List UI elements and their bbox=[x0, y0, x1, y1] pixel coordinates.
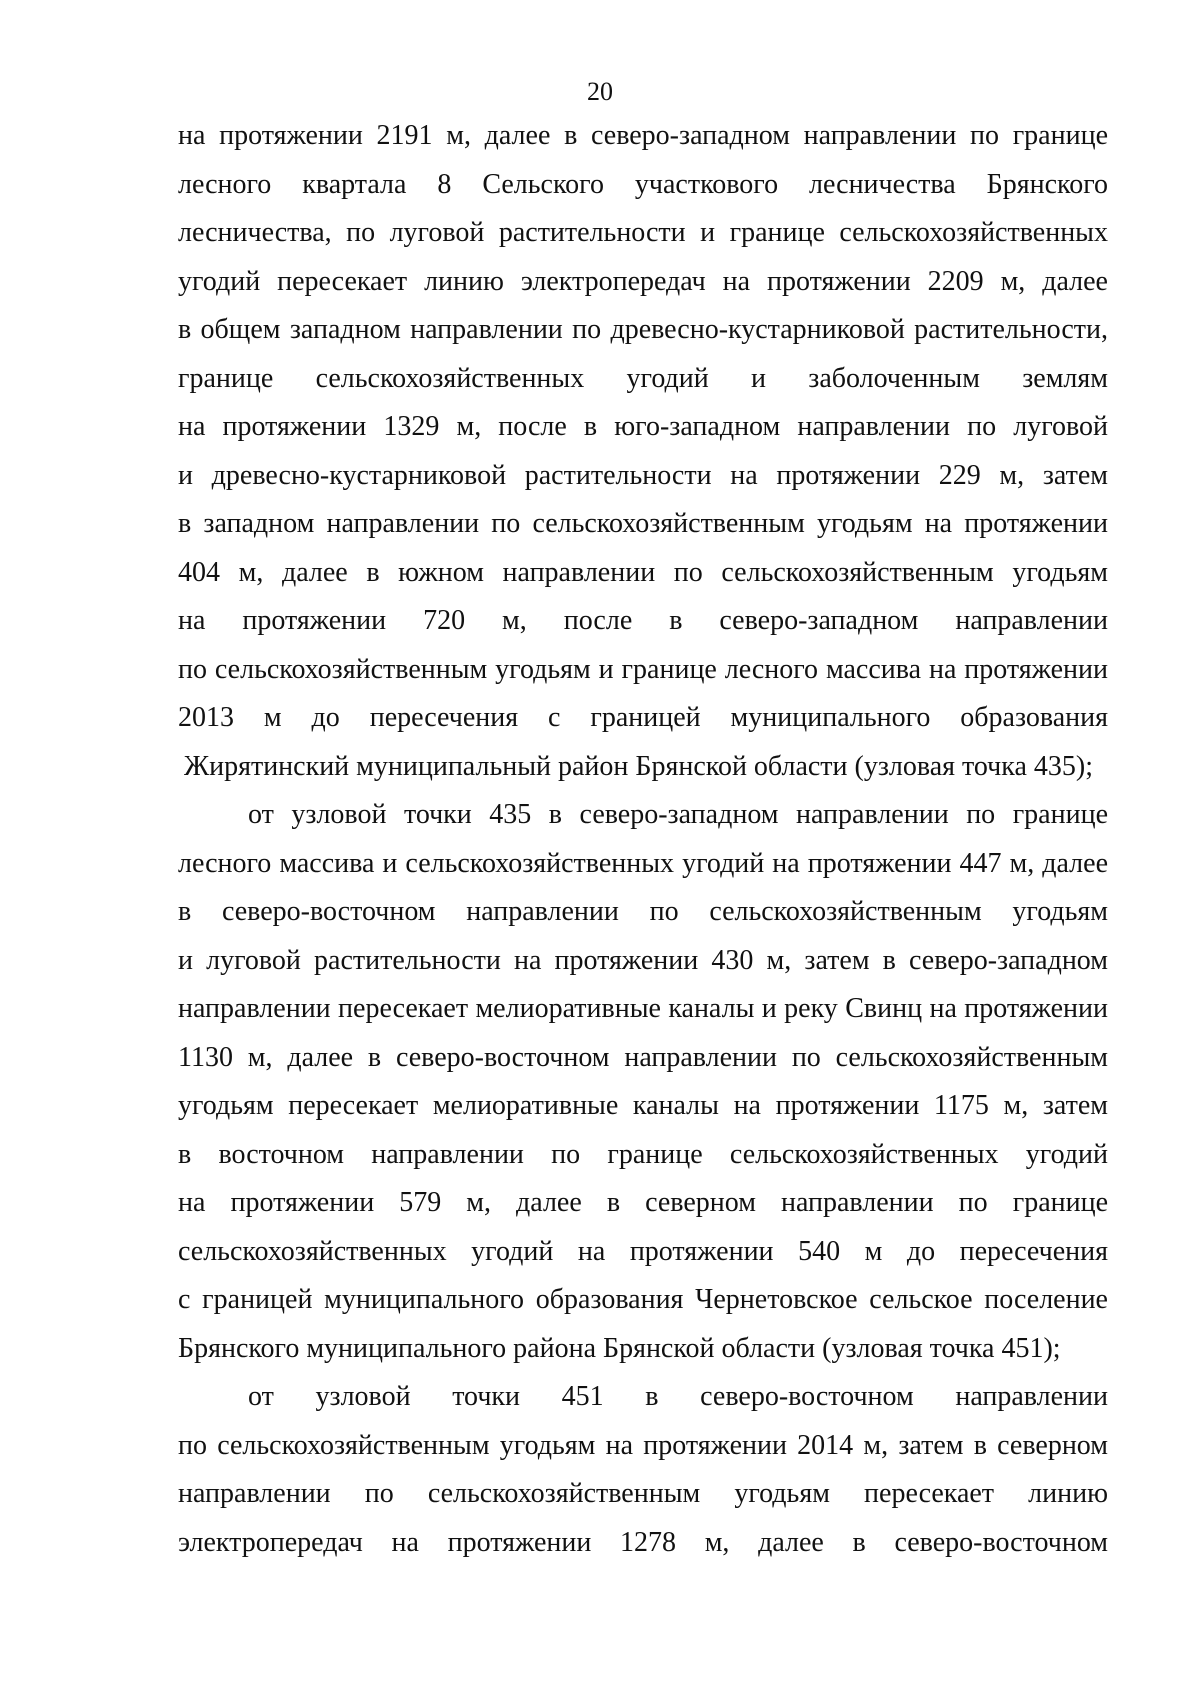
text-line: 1130 м, далее в северо-восточном направлении по сельскохозяйственным bbox=[178, 1041, 1108, 1073]
text-line: по сельскохозяйственным угодьям и границе лесного массива на протяжении bbox=[178, 653, 1108, 685]
text-line: границе сельскохозяйственных угодий и заболоченным землям bbox=[178, 362, 1108, 394]
text-line: и древесно-кустарниковой растительности на протяжении 229 м, затем bbox=[178, 459, 1108, 491]
body-text bbox=[178, 112, 1108, 1567]
text-line: на протяжении 720 м, после в северо-западном направлении bbox=[178, 605, 1108, 636]
text-line: Брянского муниципального района Брянской области (узловая точка 451); bbox=[178, 1332, 1061, 1364]
paragraph-first-line: от узловой точки 435 в северо-западном направлении по границе bbox=[248, 799, 1108, 830]
text-line: лесничества, по луговой растительности и границе сельскохозяйственных bbox=[178, 217, 1108, 248]
text-line: лесного массива и сельскохозяйственных угодий на протяжении 447 м, далее bbox=[178, 847, 1108, 879]
text-line: направлении по сельскохозяйственным угодьям пересекает линию bbox=[178, 1478, 1108, 1509]
page-number: 20 bbox=[587, 77, 613, 106]
text-line: Жирятинский муниципальный район Брянской области (узловая точка 435); bbox=[184, 750, 1093, 782]
text-line: лесного квартала 8 Сельского участкового лесничества Брянского bbox=[178, 168, 1108, 200]
text-line: угодьям пересекает мелиоративные каналы на протяжении 1175 м, затем bbox=[178, 1090, 1108, 1121]
text-line: в западном направлении по сельскохозяйственным угодьям на протяжении bbox=[178, 508, 1108, 539]
text-line: с границей муниципального образования Чернетовское сельское поселение bbox=[178, 1284, 1108, 1315]
text-line: в общем западном направлении по древесно-кустарниковой растительности, bbox=[178, 314, 1108, 345]
text-line: 2013 м до пересечения с границей муниципального образования bbox=[178, 702, 1108, 733]
text-line: в северо-восточном направлении по сельскохозяйственным угодьям bbox=[178, 896, 1108, 927]
text-line: 404 м, далее в южном направлении по сельскохозяйственным угодьям bbox=[178, 556, 1108, 588]
text-line: на протяжении 579 м, далее в северном направлении по границе bbox=[178, 1187, 1108, 1218]
paragraph-first-line: от узловой точки 451 в северо-восточном направлении bbox=[248, 1381, 1108, 1412]
text-line: направлении пересекает мелиоративные каналы и реку Свинц на протяжении bbox=[178, 993, 1108, 1024]
text-line: электропередач на протяжении 1278 м, далее в северо-восточном bbox=[178, 1526, 1108, 1558]
text-line: в восточном направлении по границе сельскохозяйственных угодий bbox=[178, 1138, 1108, 1170]
text-line: и луговой растительности на протяжении 430 м, затем в северо-западном bbox=[178, 944, 1108, 976]
text-line: сельскохозяйственных угодий на протяжении 540 м до пересечения bbox=[178, 1235, 1108, 1267]
text-line: угодий пересекает линию электропередач на протяжении 2209 м, далее bbox=[178, 265, 1108, 297]
text-line: на протяжении 2191 м, далее в северо-западном направлении по границе bbox=[178, 120, 1108, 151]
text-line: по сельскохозяйственным угодьям на протяжении 2014 м, затем в северном bbox=[178, 1429, 1108, 1461]
text-line: на протяжении 1329 м, после в юго-западном направлении по луговой bbox=[178, 411, 1108, 442]
